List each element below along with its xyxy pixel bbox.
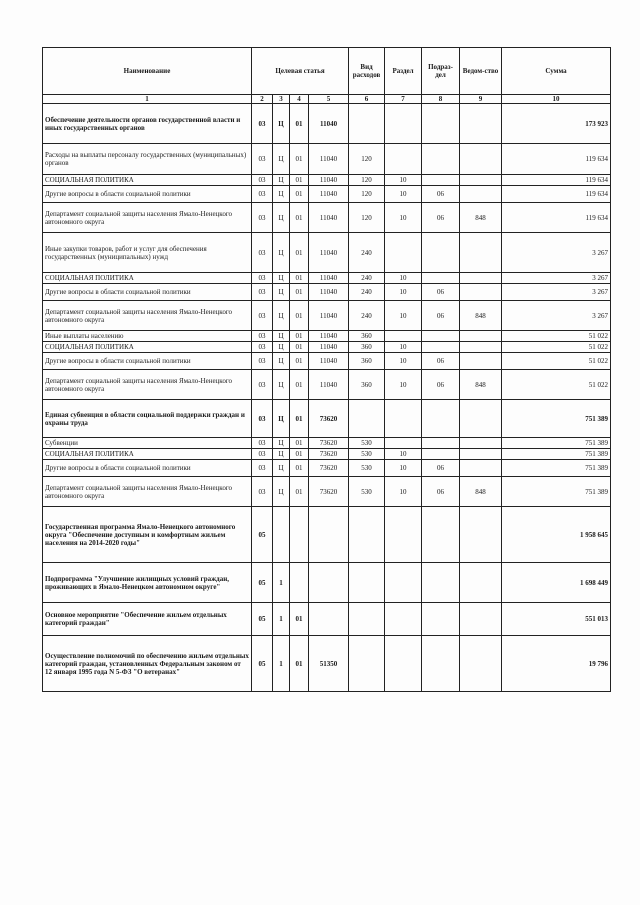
- table-row: [43, 331, 611, 342]
- row-name: Государственная программа Ямало-Ненецкого автономного округа "Обеспечение доступным и комфортным жильем населения на 2014-2020 годы": [43, 507, 252, 563]
- row-name: Единая субвенция в области социальной поддержки граждан и охраны труда: [43, 400, 252, 438]
- header-podrazdel: Подраз-дел: [422, 48, 460, 95]
- row-name: Другие вопросы в области социальной политики: [43, 353, 252, 370]
- vid-rashodov-cell: 530: [349, 460, 385, 477]
- col-number: 4: [290, 95, 309, 104]
- table-row: [43, 233, 611, 273]
- vid-rashodov-cell: 120: [349, 175, 385, 186]
- target-code-subprogram: Ц: [273, 342, 290, 353]
- target-code-event: 01: [290, 353, 309, 370]
- target-code-subprogram: Ц: [273, 477, 290, 507]
- target-code-event: 01: [290, 144, 309, 175]
- summa-cell: 51 022: [502, 331, 611, 342]
- vid-rashodov-cell: [349, 636, 385, 692]
- target-code-program: 03: [252, 233, 273, 273]
- col-number: 9: [460, 95, 502, 104]
- vid-rashodov-cell: 360: [349, 342, 385, 353]
- target-code-direction: 11040: [309, 342, 349, 353]
- col-number: 7: [385, 95, 422, 104]
- table-row: [43, 449, 611, 460]
- summa-cell: 751 389: [502, 460, 611, 477]
- podrazdel-cell: [422, 563, 460, 603]
- target-code-event: 01: [290, 104, 309, 144]
- summa-cell: 51 022: [502, 370, 611, 400]
- target-code-event: 01: [290, 175, 309, 186]
- target-code-direction: 11040: [309, 284, 349, 301]
- vedomstvo-cell: 848: [460, 370, 502, 400]
- summa-cell: 173 923: [502, 104, 611, 144]
- target-code-subprogram: Ц: [273, 449, 290, 460]
- razdel-cell: 10: [385, 273, 422, 284]
- col-number: 1: [43, 95, 252, 104]
- vedomstvo-cell: [460, 175, 502, 186]
- target-code-subprogram: Ц: [273, 273, 290, 284]
- vedomstvo-cell: [460, 438, 502, 449]
- target-code-program: 03: [252, 284, 273, 301]
- target-code-program: 03: [252, 175, 273, 186]
- razdel-cell: [385, 331, 422, 342]
- target-code-event: 01: [290, 636, 309, 692]
- target-code-program: 03: [252, 400, 273, 438]
- table-row: [43, 186, 611, 203]
- target-code-direction: 73620: [309, 477, 349, 507]
- target-code-direction: 11040: [309, 353, 349, 370]
- target-code-event: 01: [290, 186, 309, 203]
- target-code-subprogram: Ц: [273, 400, 290, 438]
- target-code-subprogram: Ц: [273, 233, 290, 273]
- vid-rashodov-cell: 530: [349, 449, 385, 460]
- row-name: СОЦИАЛЬНАЯ ПОЛИТИКА: [43, 342, 252, 353]
- target-code-direction: 11040: [309, 203, 349, 233]
- razdel-cell: [385, 507, 422, 563]
- target-code-program: 03: [252, 438, 273, 449]
- target-code-direction: [309, 603, 349, 636]
- target-code-event: 01: [290, 301, 309, 331]
- razdel-cell: 10: [385, 460, 422, 477]
- podrazdel-cell: 06: [422, 186, 460, 203]
- target-code-subprogram: Ц: [273, 331, 290, 342]
- podrazdel-cell: [422, 342, 460, 353]
- target-code-program: 05: [252, 636, 273, 692]
- table-body: [43, 104, 611, 692]
- podrazdel-cell: [422, 603, 460, 636]
- row-name: Расходы на выплаты персоналу государственных (муниципальных) органов: [43, 144, 252, 175]
- podrazdel-cell: [422, 449, 460, 460]
- vedomstvo-cell: [460, 603, 502, 636]
- target-code-event: [290, 507, 309, 563]
- table-row: [43, 144, 611, 175]
- target-code-event: 01: [290, 284, 309, 301]
- header-vid: Вид расходов: [349, 48, 385, 95]
- target-code-direction: 11040: [309, 301, 349, 331]
- vid-rashodov-cell: 360: [349, 331, 385, 342]
- vedomstvo-cell: [460, 353, 502, 370]
- row-name: Основное мероприятие "Обеспечение жильем отдельных категорий граждан": [43, 603, 252, 636]
- vedomstvo-cell: [460, 273, 502, 284]
- vid-rashodov-cell: 120: [349, 203, 385, 233]
- summa-cell: 751 389: [502, 400, 611, 438]
- summa-cell: 119 634: [502, 175, 611, 186]
- vedomstvo-cell: [460, 460, 502, 477]
- column-number-row: [43, 95, 611, 104]
- target-code-program: 03: [252, 449, 273, 460]
- vid-rashodov-cell: [349, 104, 385, 144]
- podrazdel-cell: [422, 104, 460, 144]
- razdel-cell: [385, 104, 422, 144]
- podrazdel-cell: [422, 233, 460, 273]
- razdel-cell: [385, 563, 422, 603]
- summa-cell: 119 634: [502, 186, 611, 203]
- table-row: [43, 284, 611, 301]
- podrazdel-cell: 06: [422, 203, 460, 233]
- summa-cell: 751 389: [502, 477, 611, 507]
- row-name: Обеспечение деятельности органов государственной власти и иных государственных органов: [43, 104, 252, 144]
- summa-cell: 19 796: [502, 636, 611, 692]
- podrazdel-cell: 06: [422, 370, 460, 400]
- col-number: 10: [502, 95, 611, 104]
- target-code-subprogram: 1: [273, 603, 290, 636]
- target-code-direction: 73620: [309, 449, 349, 460]
- vid-rashodov-cell: 240: [349, 233, 385, 273]
- header-summa: Сумма: [502, 48, 611, 95]
- vedomstvo-cell: [460, 233, 502, 273]
- target-code-direction: 11040: [309, 144, 349, 175]
- target-code-subprogram: Ц: [273, 144, 290, 175]
- col-number: 3: [273, 95, 290, 104]
- target-code-subprogram: Ц: [273, 353, 290, 370]
- row-name: Департамент социальной защиты населения Ямало-Ненецкого автономного округа: [43, 203, 252, 233]
- vedomstvo-cell: [460, 563, 502, 603]
- table-row: [43, 603, 611, 636]
- razdel-cell: 10: [385, 477, 422, 507]
- podrazdel-cell: 06: [422, 353, 460, 370]
- row-name: СОЦИАЛЬНАЯ ПОЛИТИКА: [43, 449, 252, 460]
- target-code-program: 03: [252, 186, 273, 203]
- target-code-event: 01: [290, 400, 309, 438]
- row-name: Департамент социальной защиты населения Ямало-Ненецкого автономного округа: [43, 477, 252, 507]
- vid-rashodov-cell: 240: [349, 273, 385, 284]
- target-code-program: 05: [252, 563, 273, 603]
- col-number: 8: [422, 95, 460, 104]
- target-code-subprogram: [273, 507, 290, 563]
- row-name: Другие вопросы в области социальной политики: [43, 460, 252, 477]
- target-code-subprogram: Ц: [273, 186, 290, 203]
- target-code-subprogram: Ц: [273, 438, 290, 449]
- target-code-program: 05: [252, 507, 273, 563]
- table-row: [43, 438, 611, 449]
- row-name: Другие вопросы в области социальной политики: [43, 186, 252, 203]
- razdel-cell: [385, 636, 422, 692]
- row-name: Субвенции: [43, 438, 252, 449]
- row-name: Другие вопросы в области социальной политики: [43, 284, 252, 301]
- vid-rashodov-cell: 120: [349, 186, 385, 203]
- podrazdel-cell: [422, 400, 460, 438]
- vid-rashodov-cell: 360: [349, 370, 385, 400]
- row-name: Департамент социальной защиты населения Ямало-Ненецкого автономного округа: [43, 301, 252, 331]
- podrazdel-cell: [422, 636, 460, 692]
- target-code-direction: [309, 507, 349, 563]
- target-code-direction: 11040: [309, 175, 349, 186]
- budget-table: [42, 47, 611, 692]
- razdel-cell: 10: [385, 301, 422, 331]
- vid-rashodov-cell: 530: [349, 438, 385, 449]
- razdel-cell: 10: [385, 186, 422, 203]
- target-code-program: 03: [252, 203, 273, 233]
- target-code-subprogram: 1: [273, 636, 290, 692]
- vedomstvo-cell: [460, 331, 502, 342]
- vedomstvo-cell: 848: [460, 203, 502, 233]
- header-name: Наименование: [43, 48, 252, 95]
- target-code-event: 01: [290, 460, 309, 477]
- summa-cell: 3 267: [502, 284, 611, 301]
- vedomstvo-cell: [460, 400, 502, 438]
- target-code-subprogram: Ц: [273, 284, 290, 301]
- target-code-event: 01: [290, 370, 309, 400]
- podrazdel-cell: 06: [422, 301, 460, 331]
- target-code-program: 03: [252, 370, 273, 400]
- header-target: Целевая статья: [252, 48, 349, 95]
- target-code-direction: 73620: [309, 400, 349, 438]
- header-razdel: Раздел: [385, 48, 422, 95]
- table-row: [43, 507, 611, 563]
- razdel-cell: [385, 603, 422, 636]
- table-row: [43, 301, 611, 331]
- table-row: [43, 400, 611, 438]
- summa-cell: 551 013: [502, 603, 611, 636]
- table-row: [43, 370, 611, 400]
- target-code-subprogram: Ц: [273, 203, 290, 233]
- target-code-program: 03: [252, 144, 273, 175]
- vid-rashodov-cell: [349, 603, 385, 636]
- vedomstvo-cell: 848: [460, 477, 502, 507]
- razdel-cell: 10: [385, 370, 422, 400]
- row-name: СОЦИАЛЬНАЯ ПОЛИТИКА: [43, 273, 252, 284]
- summa-cell: 1 698 449: [502, 563, 611, 603]
- target-code-event: 01: [290, 342, 309, 353]
- target-code-direction: 11040: [309, 331, 349, 342]
- summa-cell: 751 389: [502, 449, 611, 460]
- vid-rashodov-cell: 240: [349, 284, 385, 301]
- target-code-event: 01: [290, 449, 309, 460]
- target-code-subprogram: Ц: [273, 301, 290, 331]
- razdel-cell: 10: [385, 175, 422, 186]
- summa-cell: 51 022: [502, 342, 611, 353]
- target-code-direction: 11040: [309, 370, 349, 400]
- razdel-cell: 10: [385, 449, 422, 460]
- target-code-event: 01: [290, 233, 309, 273]
- col-number: 6: [349, 95, 385, 104]
- row-name: СОЦИАЛЬНАЯ ПОЛИТИКА: [43, 175, 252, 186]
- target-code-event: 01: [290, 331, 309, 342]
- target-code-direction: 73620: [309, 438, 349, 449]
- target-code-program: 03: [252, 301, 273, 331]
- summa-cell: 1 958 645: [502, 507, 611, 563]
- row-name: Департамент социальной защиты населения Ямало-Ненецкого автономного округа: [43, 370, 252, 400]
- razdel-cell: [385, 400, 422, 438]
- podrazdel-cell: [422, 438, 460, 449]
- summa-cell: 119 634: [502, 144, 611, 175]
- target-code-event: 01: [290, 477, 309, 507]
- target-code-program: 03: [252, 104, 273, 144]
- target-code-subprogram: Ц: [273, 175, 290, 186]
- header-vedomstvo: Ведом-ство: [460, 48, 502, 95]
- razdel-cell: [385, 438, 422, 449]
- row-name: Подпрограмма "Улучшение жилищных условий граждан, проживающих в Ямало-Ненецком автономном округе": [43, 563, 252, 603]
- table-row: [43, 342, 611, 353]
- target-code-program: 03: [252, 331, 273, 342]
- podrazdel-cell: 06: [422, 477, 460, 507]
- target-code-program: 03: [252, 342, 273, 353]
- table-row: [43, 104, 611, 144]
- table-row: [43, 273, 611, 284]
- target-code-direction: 73620: [309, 460, 349, 477]
- summa-cell: 3 267: [502, 233, 611, 273]
- target-code-event: 01: [290, 603, 309, 636]
- vedomstvo-cell: [460, 284, 502, 301]
- vedomstvo-cell: 848: [460, 301, 502, 331]
- row-name: Иные выплаты населению: [43, 331, 252, 342]
- vid-rashodov-cell: 530: [349, 477, 385, 507]
- vid-rashodov-cell: [349, 400, 385, 438]
- target-code-subprogram: Ц: [273, 460, 290, 477]
- target-code-direction: [309, 563, 349, 603]
- summa-cell: 51 022: [502, 353, 611, 370]
- target-code-direction: 51350: [309, 636, 349, 692]
- razdel-cell: [385, 233, 422, 273]
- target-code-subprogram: Ц: [273, 370, 290, 400]
- vid-rashodov-cell: [349, 507, 385, 563]
- target-code-event: 01: [290, 438, 309, 449]
- table-row: [43, 353, 611, 370]
- summa-cell: 3 267: [502, 301, 611, 331]
- table-row: [43, 563, 611, 603]
- summa-cell: 751 389: [502, 438, 611, 449]
- col-number: 2: [252, 95, 273, 104]
- table-row: [43, 460, 611, 477]
- razdel-cell: 10: [385, 284, 422, 301]
- vid-rashodov-cell: [349, 563, 385, 603]
- vid-rashodov-cell: 120: [349, 144, 385, 175]
- row-name: Иные закупки товаров, работ и услуг для обеспечения государственных (муниципальных) нужд: [43, 233, 252, 273]
- podrazdel-cell: 06: [422, 460, 460, 477]
- vid-rashodov-cell: 240: [349, 301, 385, 331]
- podrazdel-cell: [422, 175, 460, 186]
- vedomstvo-cell: [460, 449, 502, 460]
- vedomstvo-cell: [460, 342, 502, 353]
- target-code-program: 03: [252, 460, 273, 477]
- target-code-event: 01: [290, 273, 309, 284]
- vedomstvo-cell: [460, 104, 502, 144]
- razdel-cell: 10: [385, 342, 422, 353]
- target-code-direction: 11040: [309, 273, 349, 284]
- table-row: [43, 203, 611, 233]
- target-code-program: 03: [252, 273, 273, 284]
- target-code-event: 01: [290, 203, 309, 233]
- target-code-event: [290, 563, 309, 603]
- table-row: [43, 175, 611, 186]
- target-code-direction: 11040: [309, 186, 349, 203]
- summa-cell: 3 267: [502, 273, 611, 284]
- podrazdel-cell: [422, 144, 460, 175]
- podrazdel-cell: 06: [422, 284, 460, 301]
- target-code-program: 03: [252, 477, 273, 507]
- podrazdel-cell: [422, 273, 460, 284]
- podrazdel-cell: [422, 507, 460, 563]
- vid-rashodov-cell: 360: [349, 353, 385, 370]
- vedomstvo-cell: [460, 507, 502, 563]
- target-code-subprogram: Ц: [273, 104, 290, 144]
- vedomstvo-cell: [460, 186, 502, 203]
- vedomstvo-cell: [460, 144, 502, 175]
- podrazdel-cell: [422, 331, 460, 342]
- header-row: [43, 48, 611, 95]
- table-row: [43, 636, 611, 692]
- razdel-cell: 10: [385, 353, 422, 370]
- razdel-cell: 10: [385, 203, 422, 233]
- table-row: [43, 477, 611, 507]
- summa-cell: 119 634: [502, 203, 611, 233]
- target-code-subprogram: 1: [273, 563, 290, 603]
- target-code-direction: 11040: [309, 104, 349, 144]
- razdel-cell: [385, 144, 422, 175]
- col-number: 5: [309, 95, 349, 104]
- target-code-program: 03: [252, 353, 273, 370]
- vedomstvo-cell: [460, 636, 502, 692]
- target-code-direction: 11040: [309, 233, 349, 273]
- row-name: Осуществление полномочий по обеспечению жильем отдельных категорий граждан, установленных Федеральным законом от 12 января 1995 года N 5-ФЗ "О ветеранах": [43, 636, 252, 692]
- target-code-program: 05: [252, 603, 273, 636]
